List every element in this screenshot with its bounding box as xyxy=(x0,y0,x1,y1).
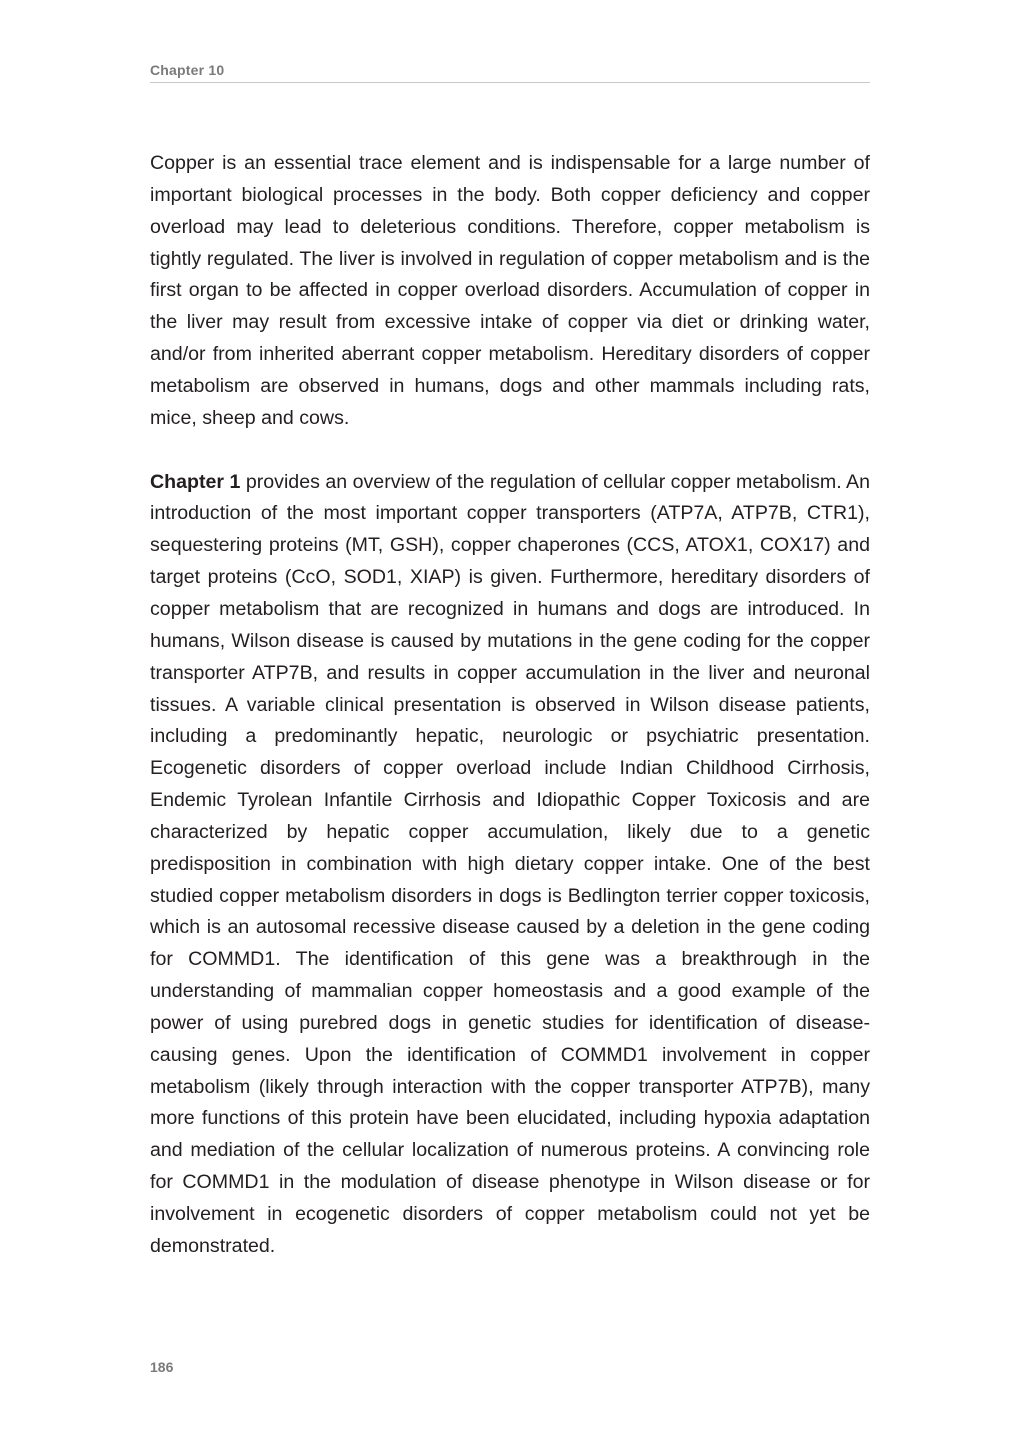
body-text xyxy=(150,148,870,1263)
chapter-label: Chapter 10 xyxy=(150,62,225,78)
chapter-reference: Chapter 1 xyxy=(150,470,241,493)
paragraph-chapter-1-text: provides an overview of the regulation of cellular copper metabolism. An introduction of the most important copper transporters (ATP7A, ATP7B, CTR1), sequestering proteins (MT, GSH), copper chaperones (CCS, ATOX1, COX17) and target proteins (CcO, SOD1, XIAP) is given. Furthermore, hereditary disorders of copper metabolism that are recognized in humans and dogs are introduced. In humans, Wilson disease is caused by mutations in the gene coding for the copper transporter ATP7B, and results in copper accumulation in the liver and neuronal tissues. A variable clinical presentation is observed in Wilson disease patients, including a predominantly hepatic, neurologic or psychiatric presentation. Ecogenetic disorders of copper overload include Indian Childhood Cirrhosis, Endemic Tyrolean Infantile Cirrhosis and Idiopathic Copper Toxicosis and are characterized by hepatic copper accumulation, likely due to a genetic predisposition in combination with high dietary copper intake. One of the best studied copper metabolism disorders in dogs is Bedlington terrier copper toxicosis, which is an autosomal recessive disease caused by a deletion in the gene coding for COMMD1. The identification of this gene was a breakthrough in the understanding of mammalian copper homeostasis and a good example of the power of using purebred dogs in genetic studies for identification of disease-causing genes. Upon the identification of COMMD1 involvement in copper metabolism (likely through interaction with the copper transporter ATP7B), many more functions of this protein have been elucidated, including hypoxia adaptation and mediation of the cellular localization of numerous proteins. A convincing role for COMMD1 in the modulation of disease phenotype in Wilson disease or for involvement in ecogenetic disorders of copper metabolism could not yet be demonstrated. xyxy=(150,470,870,1257)
running-header xyxy=(150,60,870,83)
paragraph-chapter-1 xyxy=(150,467,870,1263)
page-number: 186 xyxy=(150,1359,174,1375)
paragraph-intro: Copper is an essential trace element and is indispensable for a large number of important biological processes in the body. Both copper deficiency and copper overload may lead to deleterious conditions. Therefore, copper metabolism is tightly regulated. The liver is involved in regulation of copper metabolism and is the first organ to be affected in copper overload disorders. Accumulation of copper in the liver may result from excessive intake of copper via diet or drinking water, and/or from inherited aberrant copper metabolism. Hereditary disorders of copper metabolism are observed in humans, dogs and other mammals including rats, mice, sheep and cows. xyxy=(150,152,870,429)
